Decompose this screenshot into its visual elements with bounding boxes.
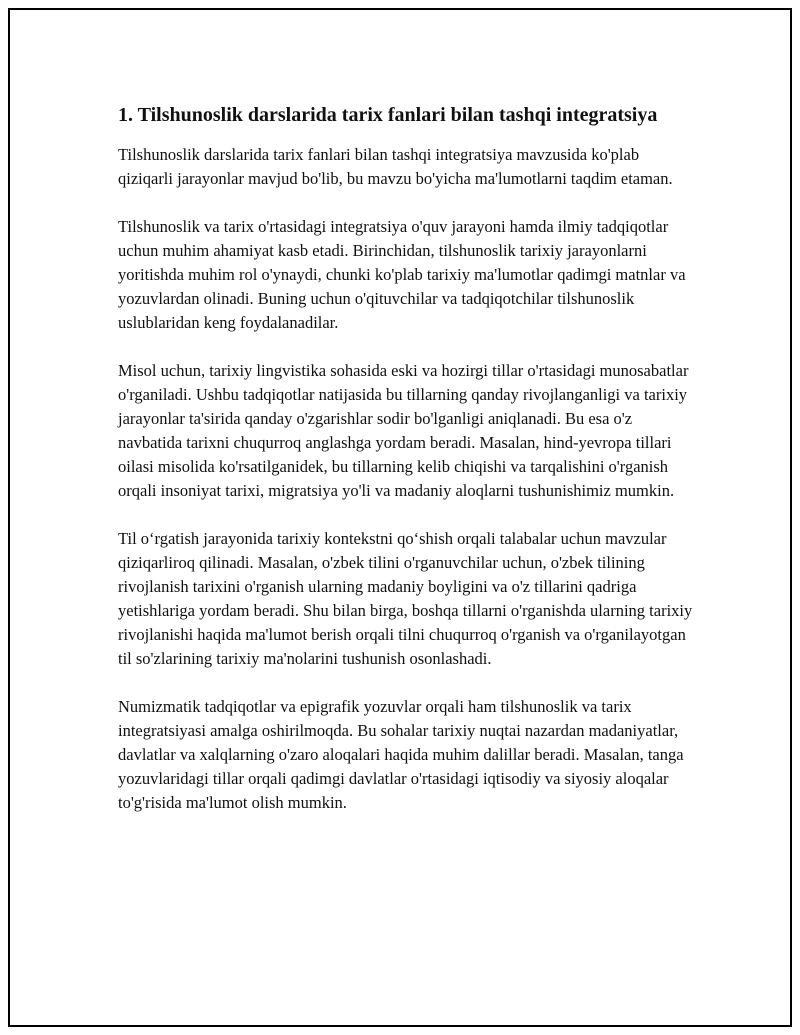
paragraph-historical-linguistics: Misol uchun, tarixiy lingvistika sohasida eski va hozirgi tillar o'rtasidagi munosabatlar o'rganiladi. Ushbu tadqiqotlar natijasida bu tillarning qanday rivojlanganligi va tarixiy jarayonlar ta'sirida qanday o'zgarishlar sodir bo'lganligi aniqlanadi. Bu esa o'z navbatida tarixni chuqurroq anglashga yordam beradi. Masalan, hind-yevropa tillari oilasi misolida ko'rsatilganidek, bu tillarning kelib chiqishi va tarqalishini o'rganish orqali insoniyat tarixi, migratsiya yo'li va madaniy aloqlarni tushunishimiz mumkin. [118, 361, 689, 500]
page-frame [8, 8, 792, 1027]
paragraph-language-teaching: Til o‘rgatish jarayonida tarixiy kontekstni qo‘shish orqali talabalar uchun mavzular qiziqarliroq qilinadi. Masalan, o'zbek tilini o'rganuvchilar uchun, o'zbek tilining rivojlanish tarixini o'rganish ularning madaniy boyligini va o'z tillarini qadriga yetishlariga yordam beradi. Shu bilan birga, boshqa tillarni o'rganishda ularning tarixiy rivojlanishi haqida ma'lumot berish orqali tilni chuqurroq o'rganish va o'rganilayotgan til so'zlarining tarixiy ma'nolarini tushunish osonlashadi. [118, 529, 693, 668]
paragraph-numismatics: Numizmatik tadqiqotlar va epigrafik yozuvlar orqali ham tilshunoslik va tarix integratsiyasi amalga oshirilmoqda. Bu sohalar tarixiy nuqtai nazardan madaniyatlar, davlatlar va xalqlarning o'zaro aloqalari haqida muhim dalillar beradi. Masalan, tanga yozuvlaridagi tillar orqali qadimgi davlatlar o'rtasidagi iqtisodiy va siyosiy aloqalar to'g'risida ma'lumot olish mumkin. [118, 697, 684, 812]
paragraph-intro: Tilshunoslik darslarida tarix fanlari bilan tashqi integratsiya mavzusida ko'plab qiziqarli jarayonlar mavjud bo'lib, bu mavzu bo'yicha ma'lumotlarni taqdim etaman. [118, 145, 673, 188]
document-body [118, 102, 698, 839]
section-heading: 1. Tilshunoslik darslarida tarix fanlari bilan tashqi integratsiya [118, 104, 658, 126]
paragraph-integration: Tilshunoslik va tarix o'rtasidagi integratsiya o'quv jarayoni hamda ilmiy tadqiqotlar uchun muhim ahamiyat kasb etadi. Birinchidan, tilshunoslik tarixiy jarayonlarni yoritishda muhim rol o'ynaydi, chunki ko'plab tarixiy ma'lumotlar qadimgi matnlar va yozuvlardan olinadi. Buning uchun o'qituvchilar va tadqiqotchilar tilshunoslik uslublaridan keng foydalanadilar. [118, 217, 686, 332]
